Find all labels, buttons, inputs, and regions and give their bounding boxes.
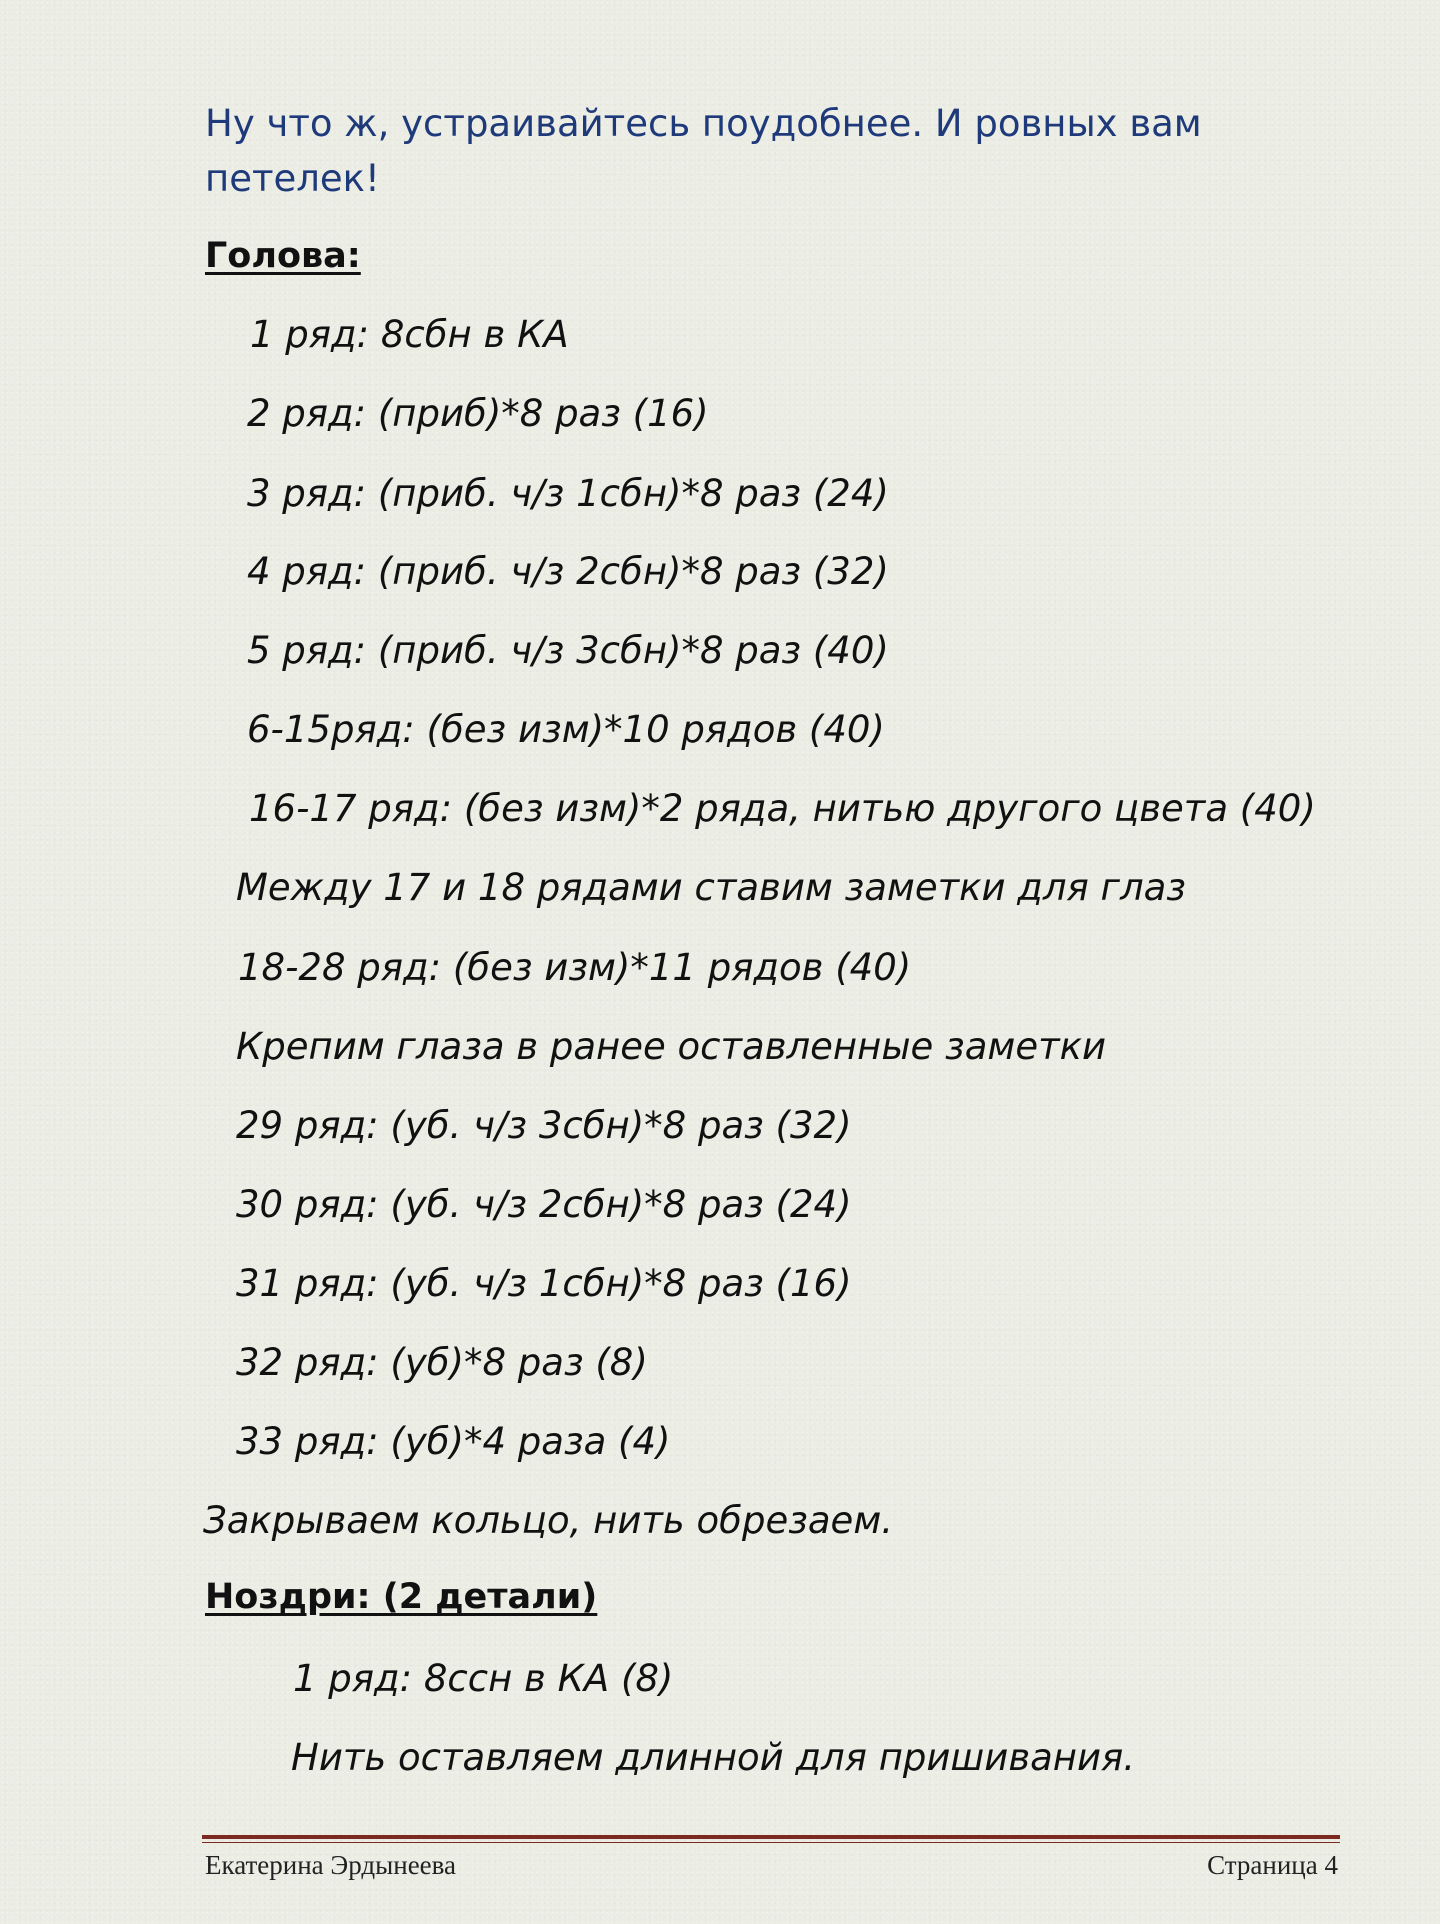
pattern-row: 1 ряд: 8сбн в КА xyxy=(250,313,569,356)
pattern-row: 30 ряд: (уб. ч/з 2сбн)*8 раз (24) xyxy=(236,1183,852,1226)
pattern-row: 4 ряд: (приб. ч/з 2сбн)*8 раз (32) xyxy=(247,550,889,593)
pattern-row: 18-28 ряд: (без изм)*11 рядов (40) xyxy=(238,946,912,989)
pattern-row: 32 ряд: (уб)*8 раз (8) xyxy=(236,1341,648,1384)
pattern-row: 29 ряд: (уб. ч/з 3сбн)*8 раз (32) xyxy=(236,1104,852,1147)
pattern-note: Нить оставляем длинной для пришивания. xyxy=(291,1736,1136,1779)
pattern-row: 1 ряд: 8ссн в КА (8) xyxy=(293,1657,674,1700)
pattern-row: 6-15ряд: (без изм)*10 рядов (40) xyxy=(247,708,885,751)
pattern-row: 33 ряд: (уб)*4 раза (4) xyxy=(236,1420,671,1463)
pattern-note: Между 17 и 18 рядами ставим заметки для глаз xyxy=(236,866,1186,909)
pattern-row: 3 ряд: (приб. ч/з 1сбн)*8 раз (24) xyxy=(247,472,889,515)
pattern-row: 2 ряд: (приб)*8 раз (16) xyxy=(247,392,709,435)
footer-page-number: Страница 4 xyxy=(1207,1850,1338,1880)
footer-divider xyxy=(202,1835,1340,1839)
section-closing-note: Закрываем кольцо, нить обрезаем. xyxy=(203,1499,893,1542)
intro-text: Ну что ж, устраивайтесь поудобнее. И ровных вам петелек! xyxy=(205,102,1202,200)
pattern-row: 16-17 ряд: (без изм)*2 ряда, нитью другого цвета (40) xyxy=(249,787,1316,830)
section-heading-head: Голова: xyxy=(205,236,361,276)
pattern-note: Крепим глаза в ранее оставленные заметки xyxy=(236,1025,1107,1068)
pattern-row: 31 ряд: (уб. ч/з 1сбн)*8 раз (16) xyxy=(236,1262,852,1305)
footer-author: Екатерина Эрдынеева xyxy=(205,1850,457,1880)
section-heading-nostrils: Ноздри: (2 детали) xyxy=(205,1577,598,1617)
footer-divider-thin xyxy=(202,1842,1340,1843)
pattern-row: 5 ряд: (приб. ч/з 3сбн)*8 раз (40) xyxy=(247,629,889,672)
